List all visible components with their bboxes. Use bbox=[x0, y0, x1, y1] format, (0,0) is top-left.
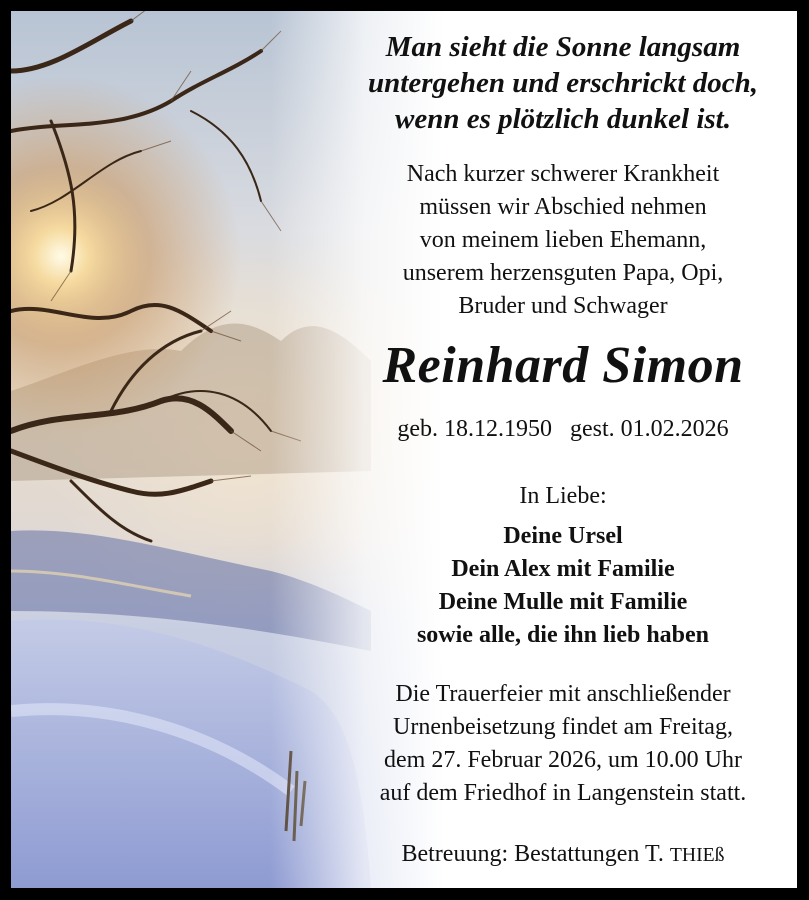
announcement-line: Nach kurzer schwerer Krankheit bbox=[406, 161, 720, 187]
care-firm: THIEß bbox=[669, 844, 725, 866]
funeral-care bbox=[329, 841, 797, 868]
mourner-line: Deine Ursel bbox=[503, 523, 623, 549]
funeral-line: dem 27. Februar 2026, um 10.00 Uhr bbox=[384, 747, 742, 773]
mourner-line: Dein Alex mit Familie bbox=[451, 556, 675, 582]
mourner-line: sowie alle, die ihn lieb haben bbox=[416, 622, 710, 648]
motto-line: wenn es plötzlich dunkel ist. bbox=[395, 103, 731, 135]
life-dates bbox=[329, 416, 797, 443]
motto-line: untergehen und erschrickt doch, bbox=[368, 67, 758, 99]
funeral-line: Die Trauerfeier mit anschließender bbox=[395, 681, 731, 707]
death-date: gest. 01.02.2026 bbox=[569, 416, 729, 442]
announcement-line: von meinem lieben Ehemann, bbox=[419, 227, 707, 253]
deceased-name: Reinhard Simon bbox=[382, 337, 744, 394]
mourner-line: Deine Mulle mit Familie bbox=[438, 589, 688, 615]
funeral-line: Urnenbeisetzung findet am Freitag, bbox=[393, 714, 733, 740]
birth-date: geb. 18.12.1950 bbox=[397, 416, 552, 442]
announcement-line: müssen wir Abschied nehmen bbox=[419, 194, 707, 220]
notice-text bbox=[329, 11, 797, 888]
obituary-card bbox=[11, 11, 797, 888]
announcement-line: unserem herzensguten Papa, Opi, bbox=[402, 260, 724, 286]
motto-line: Man sieht die Sonne langsam bbox=[385, 31, 741, 63]
announcement-line: Bruder und Schwager bbox=[458, 293, 668, 319]
in-love-label: In Liebe: bbox=[519, 483, 607, 509]
funeral-line: auf dem Friedhof in Langenstein statt. bbox=[379, 780, 747, 806]
care-label: Betreuung: Bestattungen T. bbox=[401, 841, 664, 867]
